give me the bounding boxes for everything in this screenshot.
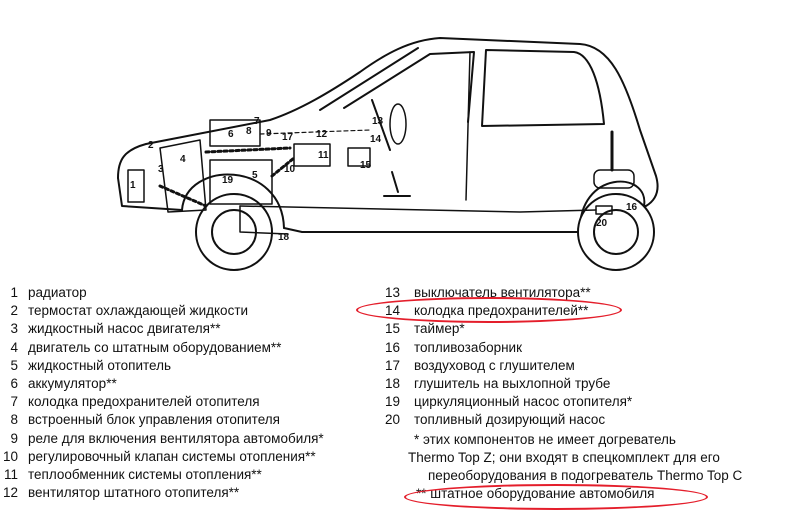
gear-lever [384,172,410,196]
legend-item-text: выключатель вентилятора** [414,285,591,300]
legend-item [0,339,324,357]
diagram-label-19: 19 [222,175,234,186]
legend-item [378,320,632,338]
diagram-label-2: 2 [148,140,154,151]
legend-item-number: 2 [10,303,18,319]
legend-item-text: жидкостный отопитель [28,357,172,373]
diagram-label-6: 6 [228,129,234,140]
legend-item-number: 15 [384,321,400,337]
rear-wheel [578,194,654,270]
legend-item-number: 11 [3,467,18,483]
note-line-4: ** штатное оборудование автомобиля [416,486,655,501]
legend-item-number: 4 [10,339,18,355]
diagram-label-3: 3 [158,164,164,175]
legend-item-number: 10 [2,448,18,464]
door-line [466,52,470,200]
rear-window [482,50,604,126]
diagram-label-1: 1 [130,180,136,191]
diagram-label-12: 12 [316,129,328,140]
legend-item-number: 6 [10,376,18,392]
diagram-label-17: 17 [282,132,294,143]
diagram-label-13: 13 [372,116,384,127]
legend-item [0,466,324,484]
legend-item [0,375,324,393]
legend-item-number: 14 [384,303,400,319]
note-line-3: переоборудования в подогреватель Thermo Top C [428,468,743,483]
note-line-2: Thermo Top Z; они входят в спецкомплект для его [408,450,720,465]
legend-item-number: 13 [384,285,400,300]
legend-item-text: радиатор [28,285,87,300]
diagram-label-4: 4 [180,154,186,165]
car-body-outline [118,38,658,206]
legend-item-number: 17 [384,357,400,373]
legend-item [0,357,324,375]
diagram-label-9: 9 [266,128,272,139]
legend-item-text: регулировочный клапан системы отопления** [28,448,316,464]
legend-item-text: топливный дозирующий насос [414,412,606,428]
legend-item-number: 9 [10,430,18,446]
legend-item-text: колодка предохранителей** [414,303,589,319]
fuel-line [240,206,596,212]
diagram-label-18: 18 [278,232,290,243]
legend-item-number: 8 [10,412,18,428]
diagram-label-15: 15 [360,160,372,171]
legend-item-text: вентилятор штатного отопителя** [28,485,240,501]
diagram-label-7: 7 [254,116,260,127]
diagram-label-20: 20 [596,218,608,229]
legend-item-number: 5 [10,357,18,373]
legend-item-text: теплообменник системы отопления** [28,467,262,483]
legend-item-number: 16 [384,339,400,355]
legend-item [378,339,632,357]
legend-item-number: 20 [384,412,400,428]
legend-item [0,448,324,466]
diagram-label-14: 14 [370,134,382,145]
legend-item-text: циркуляционный насос отопителя* [414,394,633,410]
windshield [320,48,418,110]
fuel-tank [594,170,634,188]
legend-item-text: термостат охлаждающей жидкости [28,303,249,319]
legend-item-text: колодка предохранителей отопителя [28,394,260,410]
legend-item-number: 7 [10,394,18,410]
legend-item [378,357,632,375]
legend-item-text: топливозаборник [414,339,522,355]
legend-item-text: воздуховод с глушителем [414,357,575,373]
legend-item-number: 19 [384,394,400,410]
diagram-label-10: 10 [284,164,296,175]
legend-item-text: жидкостный насос двигателя** [28,321,221,337]
diagram-label-5: 5 [252,170,258,181]
diagram-label-8: 8 [246,126,252,137]
legend-item-number: 12 [2,485,18,501]
legend-item [0,411,324,429]
callout-item-14 [356,297,622,323]
legend-left [0,284,324,502]
legend-item [378,393,632,411]
legend-item [0,284,324,302]
legend-item-number: 18 [384,376,400,392]
legend-item-text: аккумулятор** [28,376,117,392]
legend-item-text: глушитель на выхлопной трубе [414,376,611,392]
callout-note-2 [404,484,708,510]
legend-item [0,302,324,320]
legend-item-text: двигатель со штатным оборудованием** [28,339,282,355]
legend-item-number: 1 [10,285,18,300]
front-wheel [196,194,272,270]
legend-item-text: встроенный блок управления отопителя [28,412,280,428]
legend-item [378,411,632,429]
legend-item-text: реле для включения вентилятора автомобиля* [28,430,324,446]
legend-item [0,393,324,411]
legend-item [378,375,632,393]
diagram-label-16: 16 [626,202,638,213]
legend-item [0,320,324,338]
legend-item [0,430,324,448]
note-line-1: * этих компонентов не имеет догреватель [414,432,676,447]
diagram-label-11: 11 [318,150,329,161]
legend-item [0,484,324,502]
legend-item-text: таймер* [414,321,465,337]
legend-item-number: 3 [10,321,18,337]
